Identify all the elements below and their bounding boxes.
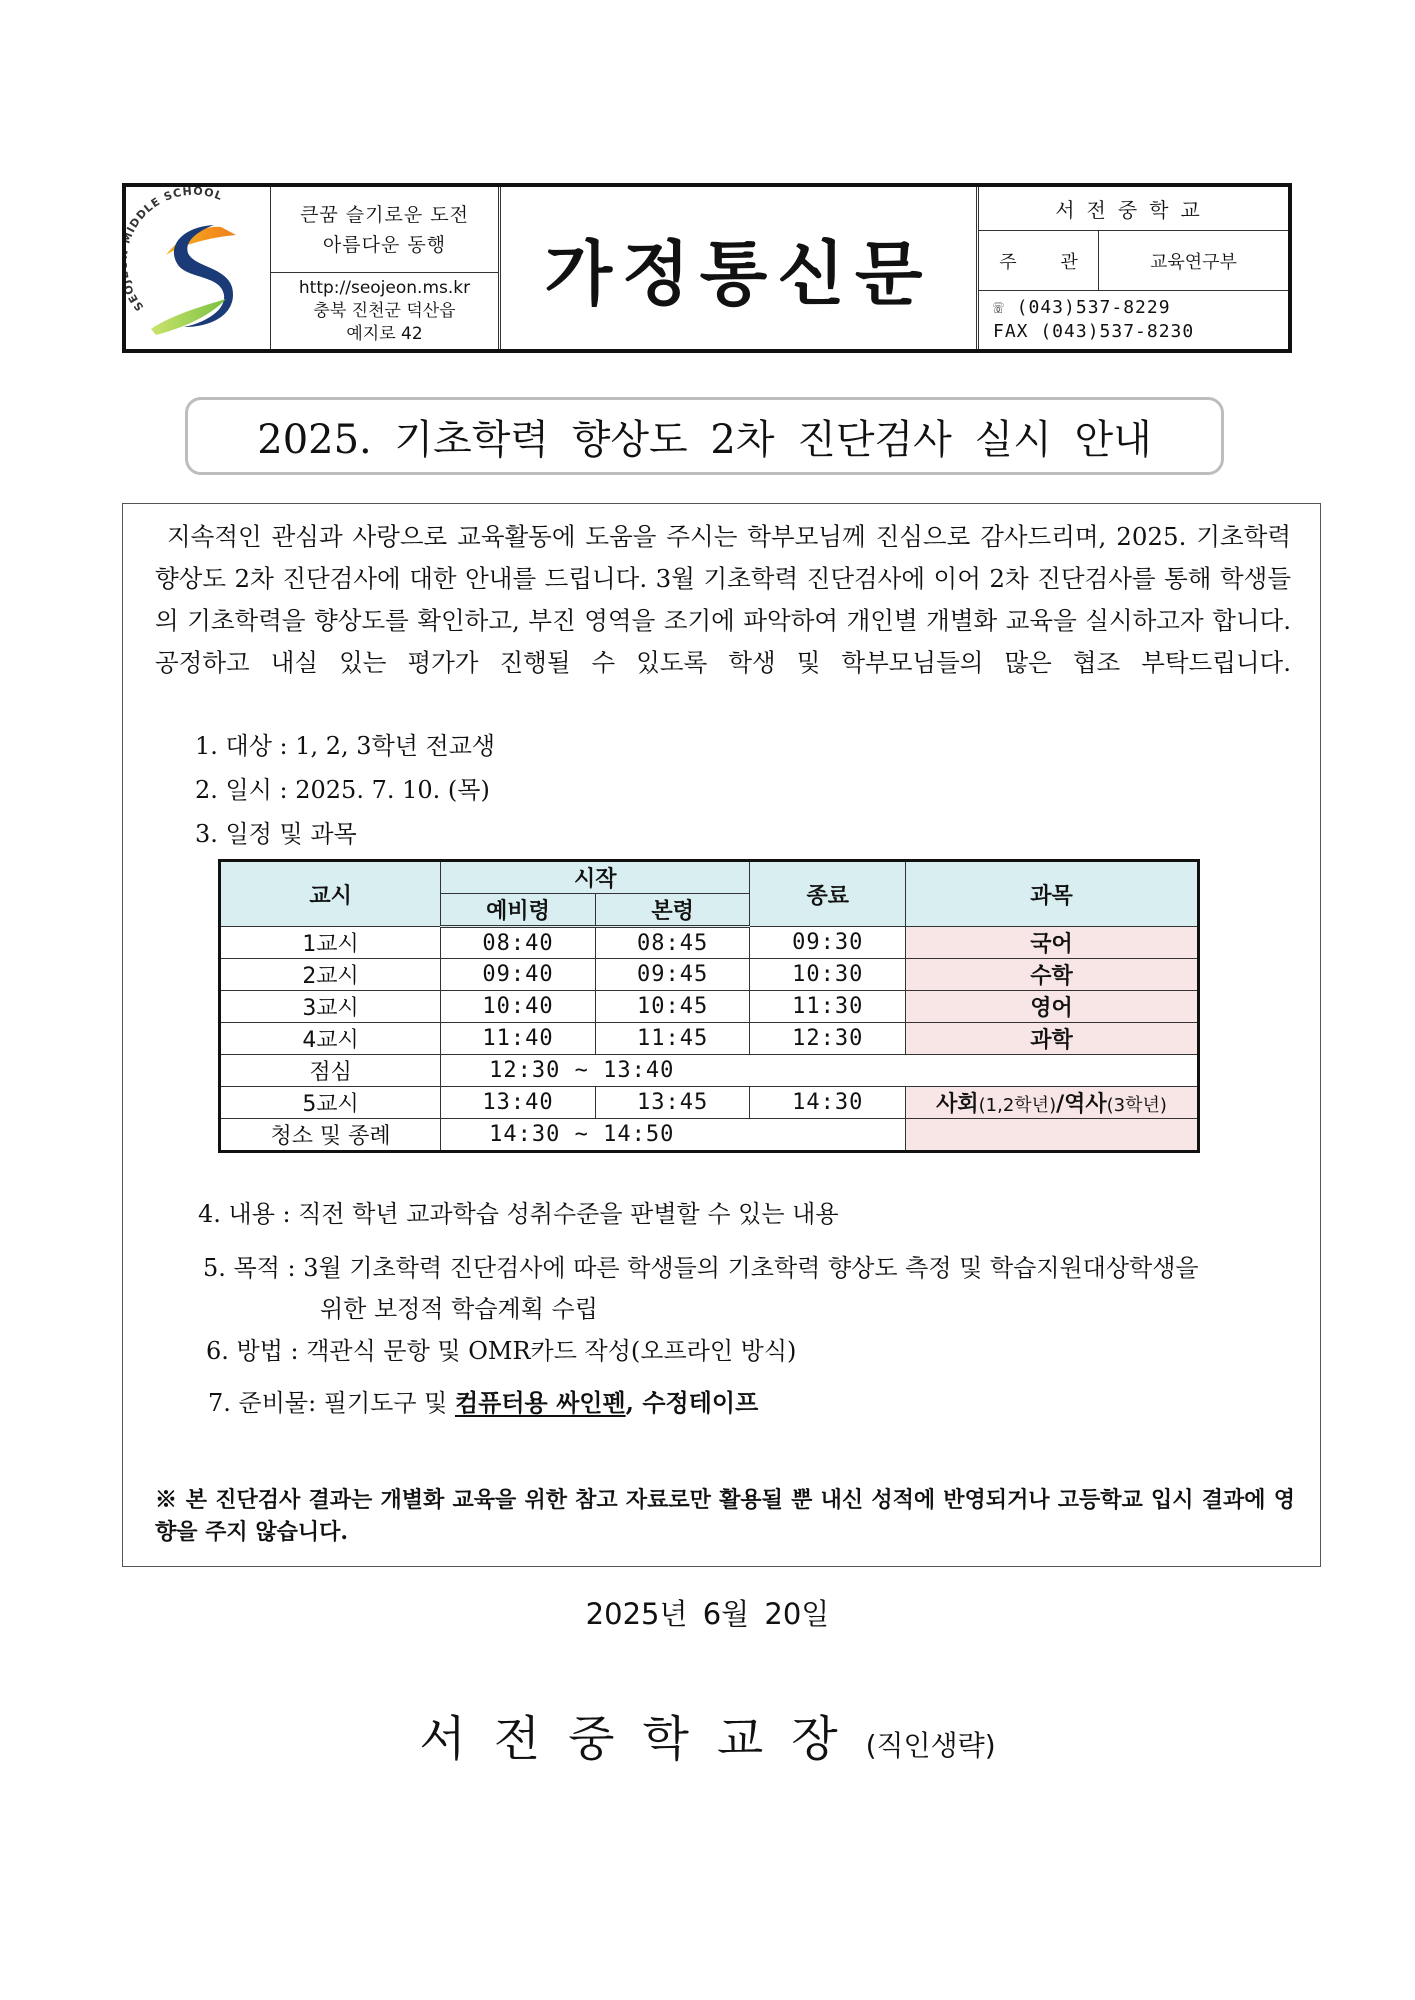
period-cell: 2교시	[220, 959, 441, 991]
subject-cell: 영어	[906, 991, 1199, 1023]
principal-signature	[0, 1700, 1415, 1769]
header-prebell: 예비령	[441, 894, 596, 927]
header-end: 종료	[750, 861, 906, 927]
prep-sign-pen: 컴퓨터용 싸인펜	[454, 1388, 626, 1417]
issue-date: 2025년 6월 20일	[585, 1597, 830, 1631]
manager-label: 주 관	[979, 231, 1099, 291]
period-cell: 5교시	[220, 1087, 441, 1119]
document-title: 2025. 기초학력 향상도 2차 진단검사 실시 안내	[185, 397, 1224, 475]
subject-cell: 국어	[906, 927, 1199, 959]
manager-row	[979, 231, 1288, 291]
period-cell: 점심	[220, 1055, 441, 1087]
motto-cell	[271, 187, 501, 349]
principal-title: 서전중학교장	[419, 1711, 866, 1767]
table-row-cleanup	[220, 1119, 1199, 1152]
item-date: 2. 일시 : 2025. 7. 10. (목)	[195, 776, 490, 804]
header-mainbell: 본령	[595, 894, 750, 927]
end-cell: 09:30	[750, 927, 906, 959]
item-target: 1. 대상 : 1, 2, 3학년 전교생	[195, 732, 496, 760]
school-address	[271, 273, 498, 349]
period-cell: 1교시	[220, 927, 441, 959]
subject-social-note: (1,2학년)	[978, 1095, 1057, 1116]
newsletter-title: 가정통신문	[544, 232, 933, 315]
fax-number: FAX (043)537-8230	[993, 321, 1195, 342]
motto-line: 아름다운 동행	[322, 233, 447, 256]
school-logo	[126, 187, 271, 349]
item-purpose-cont: 위한 보정적 학습계획 수립	[320, 1295, 598, 1323]
mainbell-cell: 13:45	[595, 1087, 750, 1119]
school-motto	[271, 187, 498, 273]
phone-number: ☏ (043)537-8229	[993, 297, 1171, 318]
intro-paragraph	[155, 516, 1291, 684]
subject-separator: /	[1056, 1092, 1065, 1117]
content-box	[122, 503, 1321, 1567]
motto-line: 큰꿈 슬기로운 도전	[300, 203, 469, 226]
mainbell-cell: 11:45	[595, 1023, 750, 1055]
mainbell-cell: 09:45	[595, 959, 750, 991]
item-content: 4. 내용 : 직전 학년 교과학습 성취수준을 판별할 수 있는 내용	[198, 1200, 839, 1228]
header-start: 시작	[441, 861, 750, 894]
subject-cell	[906, 1087, 1199, 1119]
prebell-cell: 13:40	[441, 1087, 596, 1119]
mainbell-cell: 08:45	[595, 927, 750, 959]
seal-omitted-note: (직인생략)	[865, 1729, 996, 1762]
school-name: 서전중학교	[979, 187, 1288, 231]
period-cell: 3교시	[220, 991, 441, 1023]
period-cell: 청소 및 종례	[220, 1119, 441, 1152]
schedule-table	[218, 859, 1200, 1153]
table-row	[220, 959, 1199, 991]
prep-suffix: , 수정테이프	[625, 1388, 759, 1417]
end-cell: 10:30	[750, 959, 906, 991]
subject-history-note: (3학년)	[1106, 1095, 1167, 1116]
table-row-lunch	[220, 1055, 1199, 1087]
end-cell: 14:30	[750, 1087, 906, 1119]
period-cell: 4교시	[220, 1023, 441, 1055]
table-row	[220, 1087, 1199, 1119]
address-line: 충북 진천군 덕산읍	[313, 300, 456, 321]
item-method: 6. 방법 : 객관식 문항 및 OMR카드 작성(오프라인 방식)	[206, 1337, 797, 1365]
prebell-cell: 11:40	[441, 1023, 596, 1055]
address-line: 예지로 42	[346, 323, 423, 344]
end-cell: 12:30	[750, 1023, 906, 1055]
item-purpose: 5. 목적 : 3월 기초학력 진단검사에 따른 학생들의 기초학력 향상도 측정 및 학습지원대상학생을	[203, 1254, 1199, 1282]
mainbell-cell: 10:45	[595, 991, 750, 1023]
school-logo-icon	[126, 187, 271, 349]
table-row	[220, 927, 1199, 959]
newsletter-title-cell	[501, 187, 979, 349]
prebell-cell: 09:40	[441, 959, 596, 991]
lunch-time-cell: 12:30 ~ 13:40	[441, 1055, 1199, 1087]
table-row	[220, 1023, 1199, 1055]
contact-info	[979, 291, 1288, 349]
notice-note: ※ 본 진단검사 결과는 개별화 교육을 위한 참고 자료로만 활용될 뿐 내신 성적에 반영되거나 고등학교 입시 결과에 영향을 주지 않습니다.	[155, 1487, 1295, 1545]
end-cell: 11:30	[750, 991, 906, 1023]
header-period: 교시	[220, 861, 441, 927]
manager-value: 교육연구부	[1150, 252, 1237, 273]
svg-text:SEOJEON MIDDLE SCHOOL: SE DDLE SCHOOL	[126, 187, 225, 314]
cleanup-time-cell: 14:30 ~ 14:50	[441, 1119, 906, 1152]
prebell-cell: 08:40	[441, 927, 596, 959]
item-preparation	[208, 1383, 758, 1418]
letterhead	[122, 183, 1292, 353]
prep-prefix: 7. 준비물: 필기도구 및	[208, 1389, 455, 1417]
school-url: http://seojeon.ms.kr	[298, 277, 471, 298]
subject-cell: 과학	[906, 1023, 1199, 1055]
issuer-info	[979, 187, 1288, 349]
item-schedule-title: 3. 일정 및 과목	[195, 820, 357, 848]
subject-cell: 수학	[906, 959, 1199, 991]
subject-social: 사회	[936, 1092, 979, 1117]
header-subject: 과목	[906, 861, 1199, 927]
table-row	[220, 991, 1199, 1023]
intro-text: 지속적인 관심과 사랑으로 교육활동에 도움을 주시는 학부모님께 진심으로 감사드리며, 2025. 기초학력 향상도 2차 진단검사에 대한 안내를 드립니다. 3월 기초학력 진단검사에 이어 2차 진단검사를 통해 학생들의 기초학력을 향상도를 확인하고, 부진 영역을 조기에 파악하여 개인별 개별화 교육을 실시하고자 합니다. 공정하고 내실 있는 평가가 진행될 수 있도록 학생 및 학부모님들의 많은 협조 부탁드립니다.	[155, 522, 1291, 677]
prebell-cell: 10:40	[441, 991, 596, 1023]
empty-subject-cell	[906, 1119, 1199, 1152]
subject-history: 역사	[1064, 1092, 1107, 1117]
